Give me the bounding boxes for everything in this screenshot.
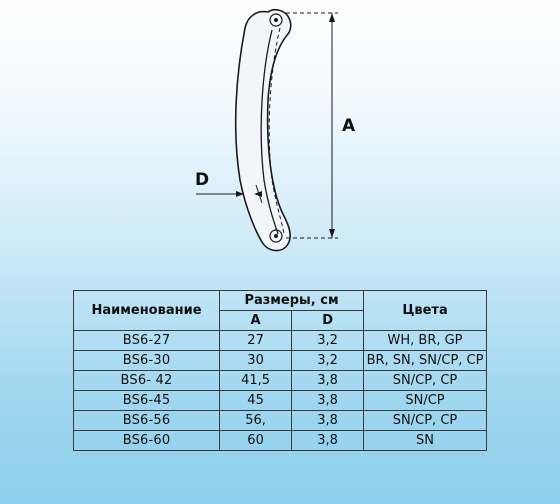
header-sizes: Размеры, см <box>220 291 364 311</box>
cell-d: 3,8 <box>292 391 364 411</box>
header-name: Наименование <box>74 291 220 331</box>
cell-colors: SN/CP <box>364 391 487 411</box>
table-row <box>74 431 487 451</box>
cell-d: 3,8 <box>292 411 364 431</box>
cell-colors: SN/CP, CP <box>364 411 487 431</box>
cell-model: BS6-45 <box>74 391 220 411</box>
cell-d: 3,8 <box>292 431 364 451</box>
cell-colors: SN <box>364 431 487 451</box>
cell-a: 56, <box>220 411 292 431</box>
cell-a: 27 <box>220 331 292 351</box>
header-colors: Цвета <box>364 291 487 331</box>
table-header-row <box>74 291 487 311</box>
cell-d: 3,8 <box>292 371 364 391</box>
table-row <box>74 331 487 351</box>
cell-model: BS6-56 <box>74 411 220 431</box>
cell-model: BS6-60 <box>74 431 220 451</box>
header-d: D <box>292 311 364 331</box>
cell-a: 60 <box>220 431 292 451</box>
cell-model: BS6-30 <box>74 351 220 371</box>
table-row <box>74 351 487 371</box>
cell-colors: SN/CP, CP <box>364 371 487 391</box>
cell-model: BS6- 42 <box>74 371 220 391</box>
cell-a: 41,5 <box>220 371 292 391</box>
spec-table <box>73 290 487 451</box>
table-row <box>74 411 487 431</box>
dimension-a-label: A <box>342 116 356 136</box>
cell-model: BS6-27 <box>74 331 220 351</box>
table-row <box>74 371 487 391</box>
table-row <box>74 391 487 411</box>
header-a: A <box>220 311 292 331</box>
cell-d: 3,2 <box>292 331 364 351</box>
cell-colors: BR, SN, SN/CP, CP <box>364 351 487 371</box>
cell-a: 30 <box>220 351 292 371</box>
dimension-d-label: D <box>195 170 210 190</box>
handle-outline <box>236 10 291 251</box>
cell-colors: WH, BR, GP <box>364 331 487 351</box>
cell-d: 3,2 <box>292 351 364 371</box>
cell-a: 45 <box>220 391 292 411</box>
